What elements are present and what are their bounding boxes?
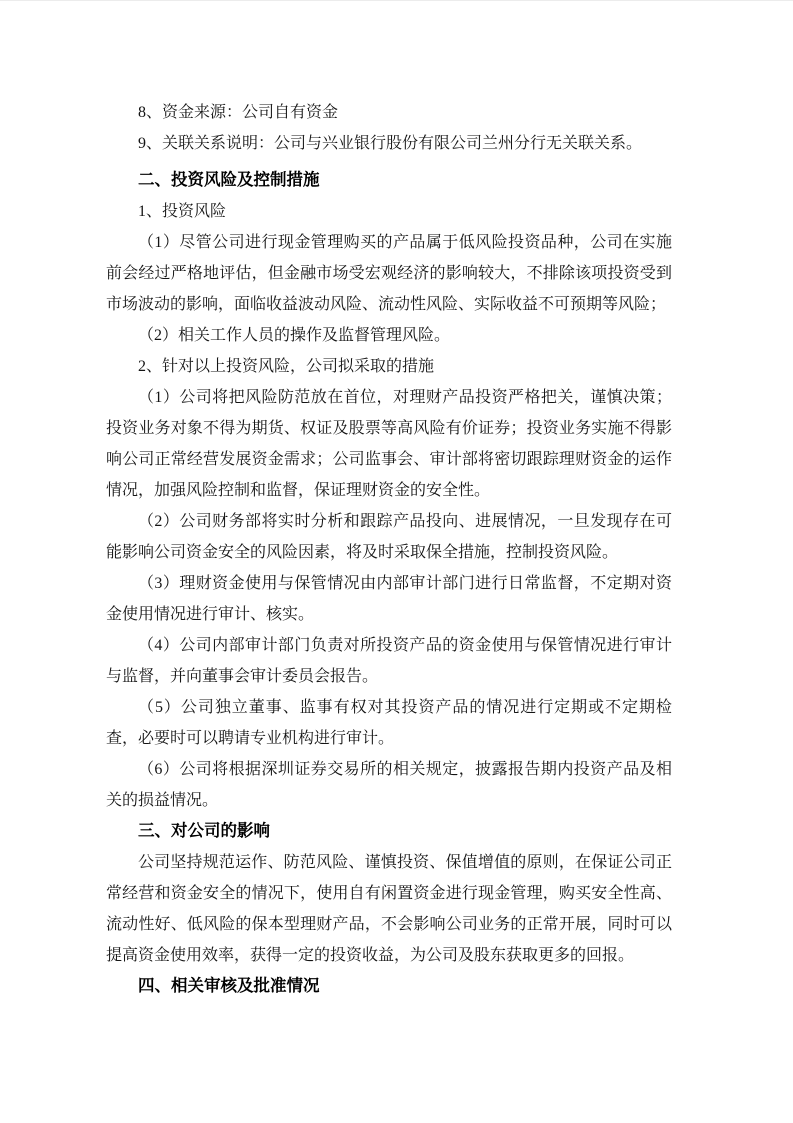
paragraph-measure-4: （4）公司内部审计部门负责对所投资产品的资金使用与保管情况进行审计与监督，并向董事会审计委员会报告。 — [106, 637, 672, 685]
section-heading-impact-on-company: 三、对公司的影响 — [138, 822, 270, 840]
section-heading-review-approval: 四、相关审核及批准情况 — [138, 977, 320, 995]
list-item-measures: 2、针对以上投资风险，公司拟采取的措施 — [138, 358, 435, 375]
paragraph-measure-5: （5）公司独立董事、监事有权对其投资产品的情况进行定期或不定期检查，必要时可以聘请专业机构进行审计。 — [106, 699, 672, 747]
document-body — [106, 97, 672, 1002]
paragraph-risk-1: （1）尽管公司进行现金管理购买的产品属于低风险投资品种，公司在实施前会经过严格地评估，但金融市场受宏观经济的影响较大，不排除该项投资受到市场波动的影响，面临收益波动风险、流动性风险、实际收益不可预期等风险； — [106, 234, 672, 313]
paragraph-impact: 公司坚持规范运作、防范风险、谨慎投资、保值增值的原则，在保证公司正常经营和资金安全的情况下，使用自有闲置资金进行现金管理，购买安全性高、流动性好、低风险的保本型理财产品，不会影响公司业务的正常开展，同时可以提高资金使用效率，获得一定的投资收益，为公司及股东获取更多的回报。 — [106, 854, 672, 964]
numbered-item-funding-source: 8、资金来源：公司自有资金 — [138, 104, 339, 121]
paragraph-risk-2: （2）相关工作人员的操作及监督管理风险。 — [138, 327, 451, 344]
paragraph-measure-6: （6）公司将根据深圳证券交易所的相关规定，披露报告期内投资产品及相关的损益情况。 — [106, 761, 672, 809]
paragraph-measure-1: （1）公司将把风险防范放在首位，对理财产品投资严格把关，谨慎决策；投资业务对象不得为期货、权证及股票等高风险有价证券；投资业务实施不得影响公司正常经营发展资金需求；公司监事会、审计部将密切跟踪理财资金的运作情况，加强风险控制和监督，保证理财资金的安全性。 — [106, 389, 672, 499]
numbered-item-related-party-note: 9、关联关系说明：公司与兴业银行股份有限公司兰州分行无关联关系。 — [138, 135, 643, 152]
section-heading-risk-and-controls: 二、投资风险及控制措施 — [138, 171, 320, 189]
list-item-investment-risk: 1、投资风险 — [138, 203, 227, 220]
paragraph-measure-2: （2）公司财务部将实时分析和跟踪产品投向、进展情况，一旦发现存在可能影响公司资金安全的风险因素，将及时采取保全措施，控制投资风险。 — [106, 513, 672, 561]
paragraph-measure-3: （3）理财资金使用与保管情况由内部审计部门进行日常监督，不定期对资金使用情况进行审计、核实。 — [106, 575, 672, 623]
document-page — [0, 1, 793, 1123]
